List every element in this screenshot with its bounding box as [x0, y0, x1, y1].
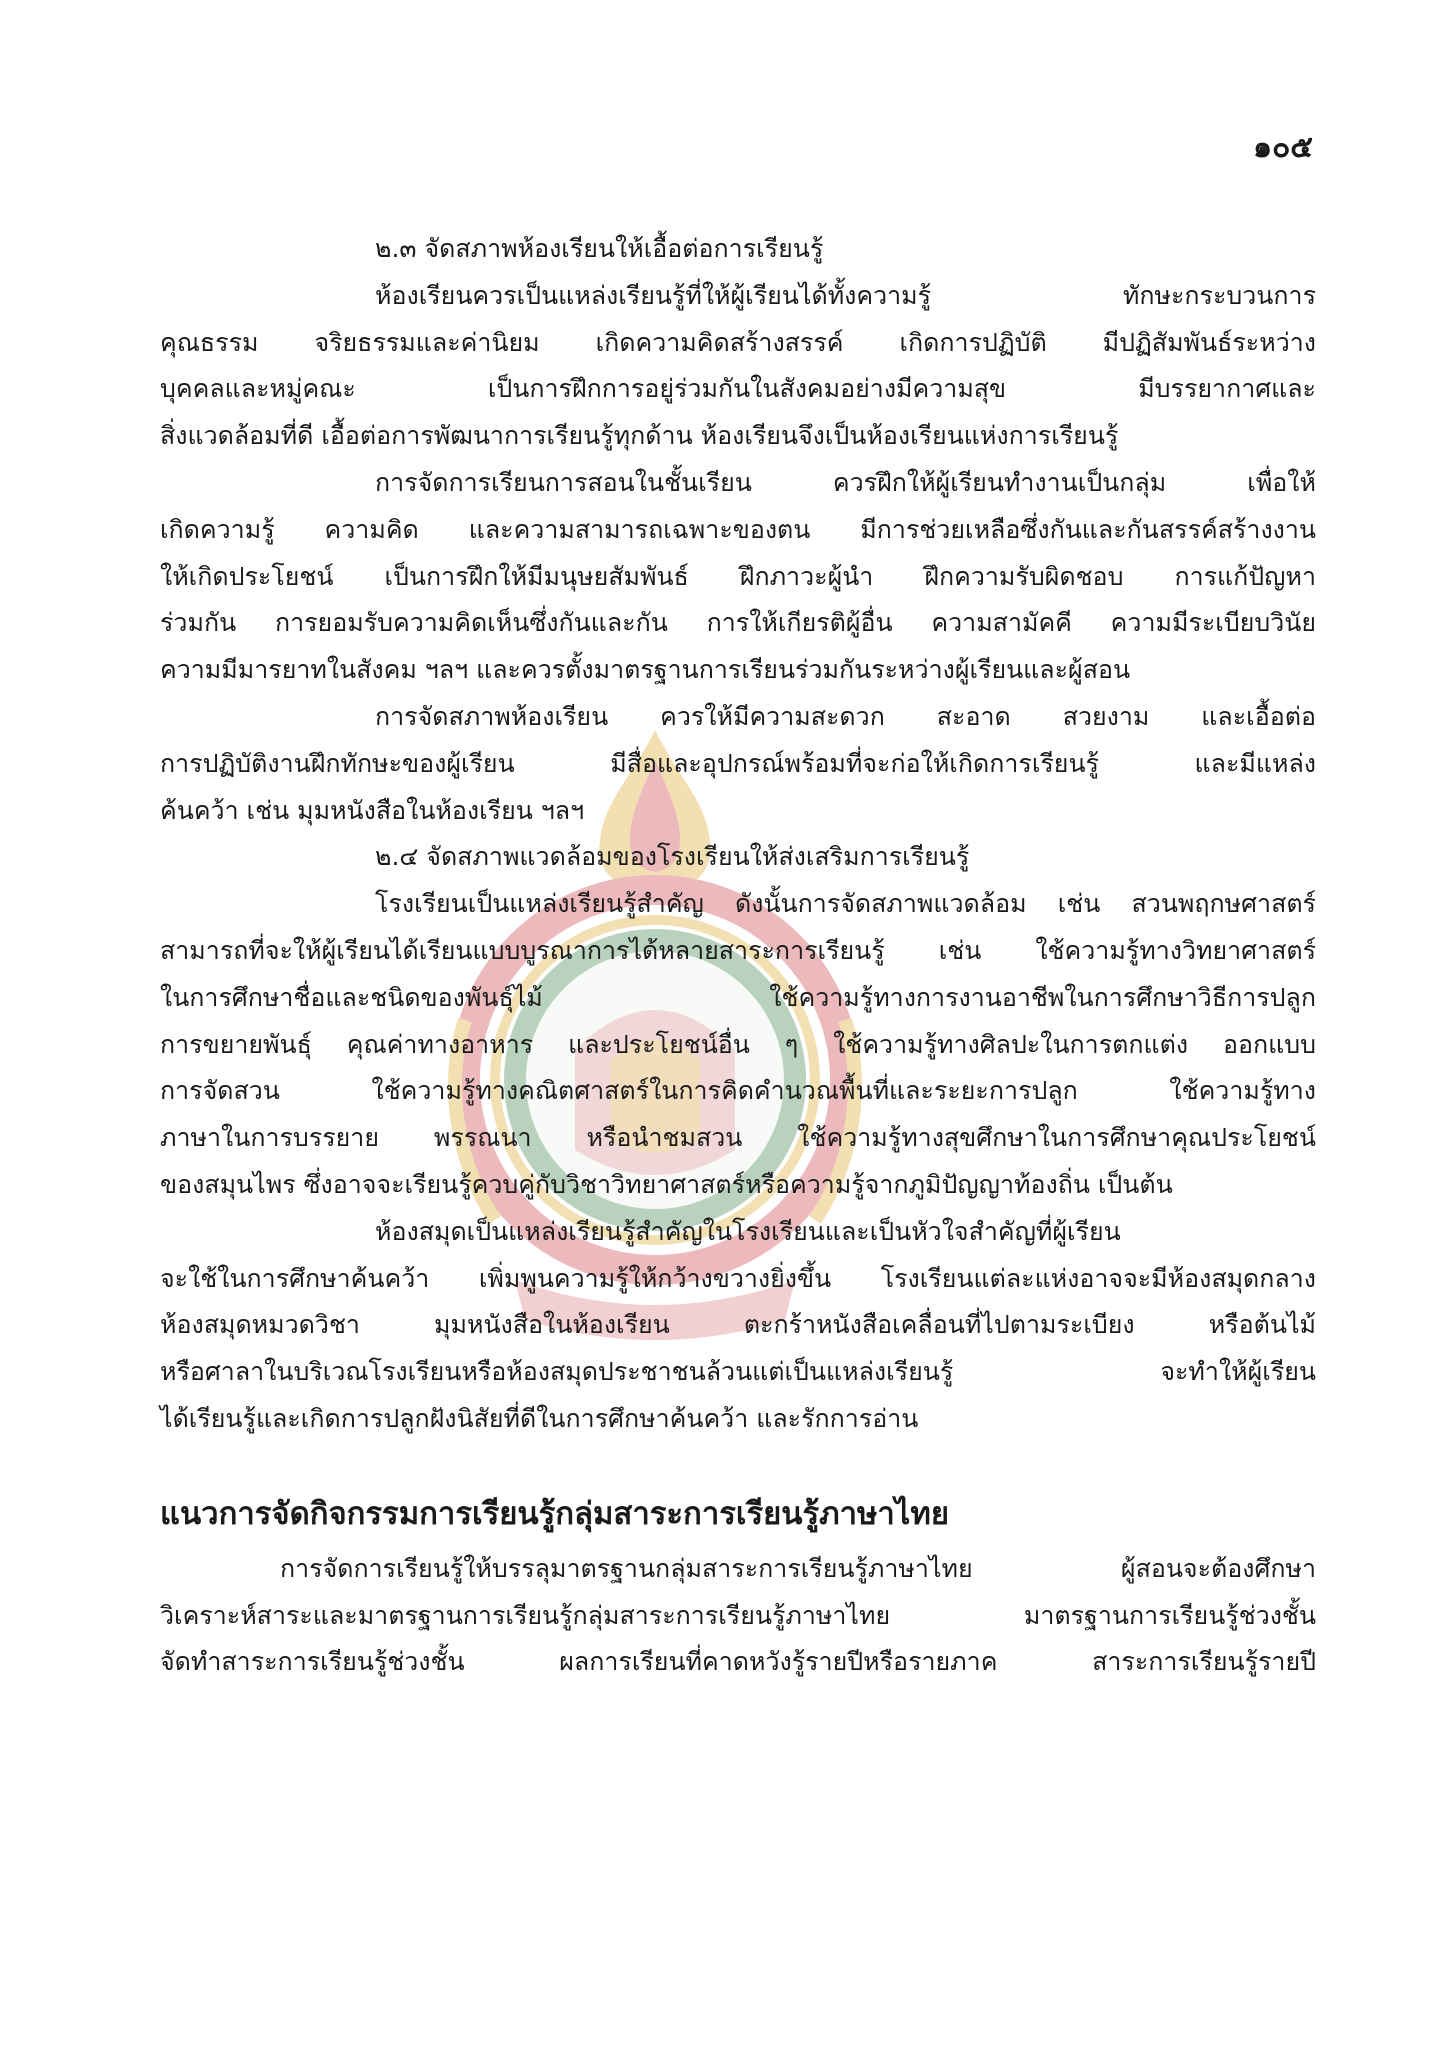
paragraph-line: การจัดสวน ใช้ความรู้ทางคณิตศาสตร์ในการคิดคำนวณพื้นที่และระยะการปลูก ใช้ความรู้ทาง: [160, 1076, 1316, 1106]
subsection-heading: ๒.๓ จัดสภาพห้องเรียนให้เอื้อต่อการเรียนรู้: [375, 234, 824, 263]
paragraph-line: วิเคราะห์สาระและมาตรฐานการเรียนรู้กลุ่มสาระการเรียนรู้ภาษาไทย มาตรฐานการเรียนรู้ช่วงชั้น: [160, 1600, 1316, 1630]
subsection-heading: ๒.๔ จัดสภาพแวดล้อมของโรงเรียนให้ส่งเสริมการเรียนรู้: [375, 842, 970, 872]
paragraph-line: ค้นคว้า เช่น มุมหนังสือในห้องเรียน ฯลฯ: [160, 795, 585, 825]
paragraph-line: ภาษาในการบรรยาย พรรณนา หรือนำชมสวน ใช้ความรู้ทางสุขศึกษาในการศึกษาคุณประโยชน์: [160, 1123, 1316, 1153]
paragraph-line: การจัดการเรียนรู้ให้บรรลุมาตรฐานกลุ่มสาระการเรียนรู้ภาษาไทย ผู้สอนจะต้องศึกษา: [280, 1553, 1316, 1583]
section-heading: แนวการจัดกิจกรรมการเรียนรู้กลุ่มสาระการเรียนรู้ภาษาไทย: [160, 1495, 950, 1532]
paragraph-line: ในการศึกษาชื่อและชนิดของพันธุ์ไม้ ใช้ความรู้ทางการงานอาชีพในการศึกษาวิธีการปลูก: [160, 982, 1316, 1012]
paragraph-line: ห้องสมุดเป็นแหล่งเรียนรู้สำคัญในโรงเรียนและเป็นหัวใจสำคัญที่ผู้เรียน: [375, 1216, 1121, 1246]
paragraph-line: การจัดการเรียนการสอนในชั้นเรียน ควรฝึกให้ผู้เรียนทำงานเป็นกลุ่ม เพื่อให้: [375, 467, 1316, 497]
paragraph-line: การขยายพันธุ์ คุณค่าทางอาหาร และประโยชน์อื่น ๆ ใช้ความรู้ทางศิลปะในการตกแต่ง ออกแบบ: [160, 1029, 1316, 1059]
paragraph-line: ห้องสมุดหมวดวิชา มุมหนังสือในห้องเรียน ตะกร้าหนังสือเคลื่อนที่ไปตามระเบียง หรือต้นไม้: [160, 1310, 1316, 1340]
paragraph-line: ได้เรียนรู้และเกิดการปลูกฝังนิสัยที่ดีในการศึกษาค้นคว้า และรักการอ่าน: [160, 1403, 919, 1433]
paragraph-line: การปฏิบัติงานฝึกทักษะของผู้เรียน มีสื่อและอุปกรณ์พร้อมที่จะก่อให้เกิดการเรียนรู้ และมีแหล่ง: [160, 748, 1316, 778]
paragraph-line: เกิดความรู้ ความคิด และความสามารถเฉพาะของตน มีการช่วยเหลือซึ่งกันและกันสรรค์สร้างงาน: [160, 514, 1316, 544]
paragraph-line: สิ่งแวดล้อมที่ดี เอื้อต่อการพัฒนาการเรียนรู้ทุกด้าน ห้องเรียนจึงเป็นห้องเรียนแห่งการเรียนรู้: [160, 421, 1119, 451]
paragraph-line: หรือศาลาในบริเวณโรงเรียนหรือห้องสมุดประชาชนล้วนแต่เป็นแหล่งเรียนรู้ จะทำให้ผู้เรียน: [160, 1357, 1316, 1387]
paragraph-line: บุคคลและหมู่คณะ เป็นการฝึกการอยู่ร่วมกันในสังคมอย่างมีความสุข มีบรรยากาศและ: [160, 374, 1316, 404]
paragraph-line: จะใช้ในการศึกษาค้นคว้า เพิ่มพูนความรู้ให้กว้างขวางยิ่งขึ้น โรงเรียนแต่ละแห่งอาจจะมีห้องสมุดกลาง: [160, 1263, 1316, 1293]
paragraph-line: คุณธรรม จริยธรรมและค่านิยม เกิดความคิดสร้างสรรค์ เกิดการปฏิบัติ มีปฏิสัมพันธ์ระหว่าง: [160, 327, 1316, 357]
paragraph-line: ความมีมารยาทในสังคม ฯลฯ และควรตั้งมาตรฐานการเรียนร่วมกันระหว่างผู้เรียนและผู้สอน: [160, 655, 1131, 685]
paragraph-line: การจัดสภาพห้องเรียน ควรให้มีความสะดวก สะอาด สวยงาม และเอื้อต่อ: [375, 701, 1316, 731]
paragraph-line: โรงเรียนเป็นแหล่งเรียนรู้สำคัญ ดังนั้นการจัดสภาพแวดล้อม เช่น สวนพฤกษศาสตร์: [375, 889, 1316, 919]
paragraph-line: จัดทำสาระการเรียนรู้ช่วงชั้น ผลการเรียนที่คาดหวังรู้รายปีหรือรายภาค สาระการเรียนรู้รายปี: [160, 1647, 1316, 1677]
document-body: [160, 226, 1316, 1686]
page-number: ๑๐๕: [1252, 130, 1313, 165]
paragraph-line: ของสมุนไพร ซึ่งอาจจะเรียนรู้ควบคู่กับวิชาวิทยาศาสตร์หรือความรู้จากภูมิปัญญาท้องถิ่น เป็นต้น: [160, 1169, 1173, 1199]
paragraph-line: ห้องเรียนควรเป็นแหล่งเรียนรู้ที่ให้ผู้เรียนได้ทั้งความรู้ ทักษะกระบวนการ: [375, 280, 1316, 310]
paragraph-line: ให้เกิดประโยชน์ เป็นการฝึกให้มีมนุษยสัมพันธ์ ฝึกภาวะผู้นำ ฝึกความรับผิดชอบ การแก้ปัญหา: [160, 561, 1316, 591]
paragraph-line: สามารถที่จะให้ผู้เรียนได้เรียนแบบบูรณาการได้หลายสาระการเรียนรู้ เช่น ใช้ความรู้ทางวิทยาศาสตร์: [160, 935, 1316, 965]
paragraph-line: ร่วมกัน การยอมรับความคิดเห็นซึ่งกันและกัน การให้เกียรติผู้อื่น ความสามัคคี ความมีระเบียบวินัย: [160, 608, 1316, 638]
